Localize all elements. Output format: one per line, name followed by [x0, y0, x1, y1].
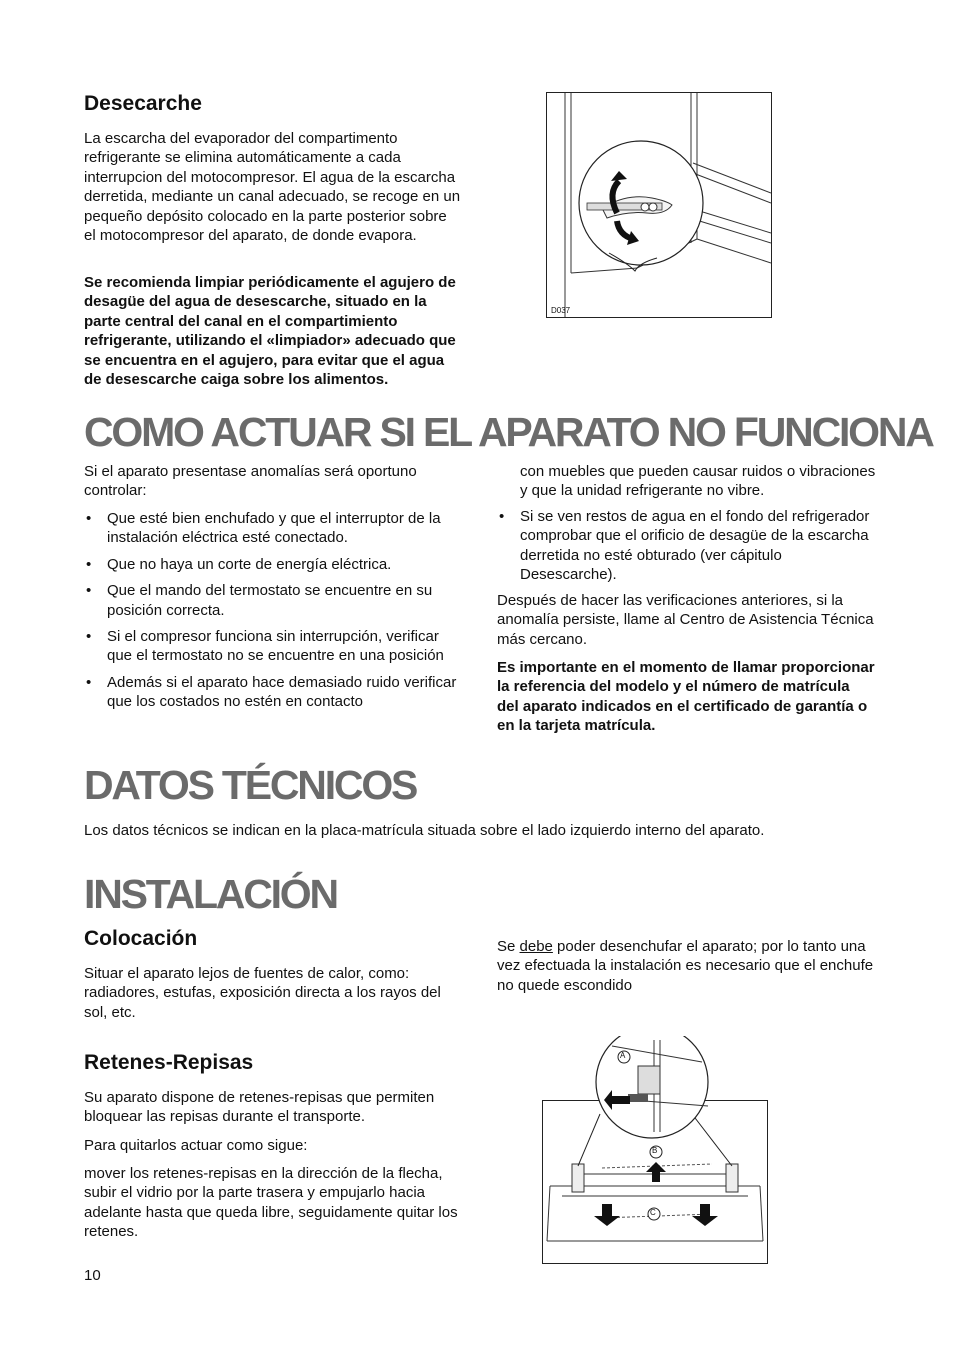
list-item: • Si se ven restos de agua en el fondo del refrigerador comprobar que el orificio de desagüe de la escarcha derretida no esté obturado (ver cápitulo Desescarche). [497, 507, 875, 585]
list-item: • Si el compresor funciona sin interrupción, verificar que el termostato no se encuentre en una posición [84, 627, 462, 666]
placement-heading: Colocación [84, 927, 198, 950]
desecarche-heading: Desecarche [84, 92, 202, 115]
troubleshooting-checklist-right [497, 507, 875, 592]
technical-data-text: Los datos técnicos se indican en la placa-matrícula situada sobre el lado izquierdo interno del aparato. [84, 822, 765, 839]
desecarche-warning: Se recomienda limpiar periódicamente el agujero de desagüe del agua de desescarche, situado en la parte central del canal en el compartimiento refrigerante, utilizando el «limpiador» adecuado que se encuentra en el agujero, para evitar que el agua de desescarche caiga sobre los alimentos. [84, 274, 456, 389]
after-check-paragraph: Después de hacer las verificaciones anteriores, si la anomalía persiste, llame al Centro de Asistencia Técnica más cercano. [497, 592, 874, 648]
troubleshooting-intro: Si el aparato presentase anomalías será oportuno controlar: [84, 463, 417, 500]
important-note: Es importante en el momento de llamar proporcionar la referencia del modelo y el número de matrícula del aparato indicados en el certificado de garantía o en la tarjeta matrícula. [497, 659, 875, 735]
installation-title: INSTALACIÓN [84, 871, 337, 917]
shelf-retainers-heading: Retenes-Repisas [84, 1051, 254, 1074]
troubleshooting-title: COMO ACTUAR SI EL APARATO NO FUNCIONA [84, 409, 933, 455]
figure-label-c: C [650, 1208, 656, 1217]
page-number: 10 [84, 1267, 101, 1284]
figure-label-a: A [620, 1051, 626, 1060]
shelf-retainers-intro: Para quitarlos actuar como sigue: [84, 1137, 308, 1154]
list-item: • Que no haya un corte de energía eléctrica. [84, 555, 462, 574]
unplug-note: Se debe poder desenchufar el aparato; por lo tanto una vez efectuada la instalación es necesario que el enchufe no quede escondido [497, 938, 874, 994]
shelf-retainers-text: Su aparato dispone de retenes-repisas que permiten bloquear las repisas durante el transporte. [84, 1089, 435, 1126]
list-item: • Que el mando del termostato se encuentre en su posición correcta. [84, 581, 462, 620]
list-item: • Además si el aparato hace demasiado ruido verificar que los costados no estén en contacto [84, 673, 462, 712]
figure-label-b: B [652, 1146, 658, 1155]
shelf-retainers-steps: mover los retenes-repisas en la dirección de la flecha, subir el vidrio por la parte trasera y empujarlo hacia adelante hasta que queda libre, seguidamente quitar los retenes. [84, 1165, 458, 1241]
desecarche-paragraph: La escarcha del evaporador del compartimento refrigerante se elimina automáticamente a cada interrupcion del motocompresor. El agua de la escarcha derretida, mediante un canal adecuado, se recoge en un pequeño depósito colocado en la parte posterior sobre el motocompresor del aparato, de donde evapora. [84, 130, 461, 245]
list-item: • Que esté bien enchufado y que el interruptor de la instalación eléctrica esté conectado. [84, 509, 462, 548]
defrost-drain-illustration [546, 92, 772, 318]
shelf-retainer-illustration [542, 1036, 768, 1264]
defrost-drain-drawing [547, 93, 771, 317]
placement-text: Situar el aparato lejos de fuentes de calor, como: radiadores, estufas, exposición directa a los rayos del sol, etc. [84, 965, 441, 1021]
bullet-continuation: con muebles que pueden causar ruidos o vibraciones y que la unidad refrigerante no vibre. [520, 463, 876, 500]
figure-code: D037 [551, 306, 571, 315]
technical-data-title: DATOS TÉCNICOS [84, 762, 417, 808]
troubleshooting-checklist-left [84, 509, 462, 719]
